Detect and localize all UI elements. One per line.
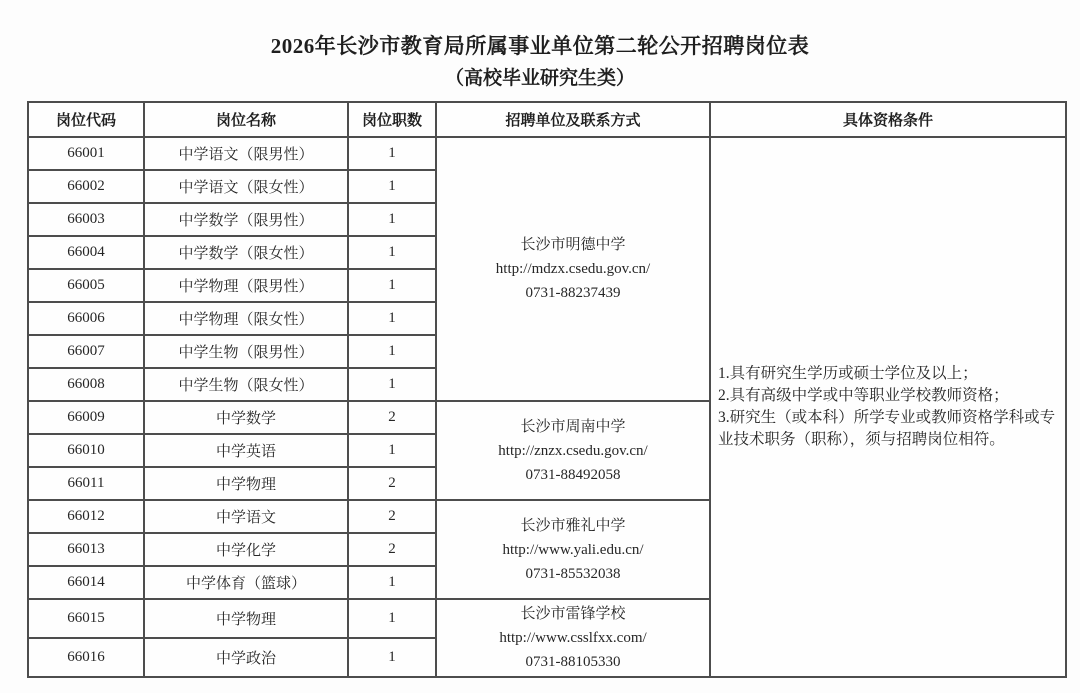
position-code-cell: 66010 — [28, 434, 144, 467]
qualifications-cell — [710, 137, 1066, 677]
document-page — [0, 30, 1080, 693]
position-code-cell: 66014 — [28, 566, 144, 599]
position-name-cell: 中学生物（限男性） — [144, 335, 348, 368]
position-name-cell: 中学生物（限女性） — [144, 368, 348, 401]
position-count-cell: 1 — [348, 638, 436, 677]
position-count-cell: 2 — [348, 533, 436, 566]
unit-phone: 0731-85532038 — [525, 565, 621, 582]
recruiting-unit-cell — [436, 599, 710, 677]
header-qualifications: 具体资格条件 — [710, 102, 1066, 137]
unit-url: http://mdzx.csedu.gov.cn/ — [495, 261, 651, 277]
unit-name: 长沙市周南中学 — [520, 418, 626, 435]
position-count-cell: 1 — [348, 236, 436, 269]
position-name-cell: 中学语文（限女性） — [144, 170, 348, 203]
position-name-cell: 中学体育（篮球） — [144, 566, 348, 599]
position-code-cell: 66008 — [28, 368, 144, 401]
position-name-cell: 中学化学 — [144, 533, 348, 566]
position-count-cell: 1 — [348, 566, 436, 599]
header-row — [28, 102, 1066, 137]
qualification-item: 3.研究生（或本科）所学专业或教师资格学科或专业技术职务（职称），须与招聘岗位相符。 — [718, 409, 1056, 448]
recruiting-unit-cell — [436, 137, 710, 401]
position-name-cell: 中学数学（限女性） — [144, 236, 348, 269]
position-code-cell: 66011 — [28, 467, 144, 500]
position-count-cell: 1 — [348, 302, 436, 335]
unit-url: http://znzx.csedu.gov.cn/ — [498, 442, 648, 459]
position-name-cell: 中学物理 — [144, 467, 348, 500]
position-code-cell: 66013 — [28, 533, 144, 566]
position-count-cell: 1 — [348, 203, 436, 236]
position-count-cell: 2 — [348, 500, 436, 533]
position-count-cell: 1 — [348, 368, 436, 401]
position-code-cell: 66004 — [28, 236, 144, 269]
position-count-cell: 1 — [348, 137, 436, 170]
unit-name: 长沙市明德中学 — [520, 237, 626, 253]
unit-phone: 0731-88105330 — [525, 654, 621, 670]
header-recruiting-unit: 招聘单位及联系方式 — [436, 102, 710, 137]
position-code-cell: 66003 — [28, 203, 144, 236]
position-code-cell: 66009 — [28, 401, 144, 434]
position-count-cell: 1 — [348, 170, 436, 203]
position-code-cell: 66005 — [28, 269, 144, 302]
position-code-cell: 66007 — [28, 335, 144, 368]
position-code-cell: 66006 — [28, 302, 144, 335]
position-name-cell: 中学英语 — [144, 434, 348, 467]
position-name-cell: 中学数学 — [144, 401, 348, 434]
unit-name: 长沙市雅礼中学 — [520, 517, 626, 534]
recruiting-unit-cell — [436, 401, 710, 500]
position-name-cell: 中学语文 — [144, 500, 348, 533]
document-title: 2026年长沙市教育局所属事业单位第二轮公开招聘岗位表 — [270, 34, 810, 58]
position-code-cell: 66012 — [28, 500, 144, 533]
position-count-cell: 2 — [348, 467, 436, 500]
positions-table — [27, 101, 1067, 678]
position-name-cell: 中学数学（限男性） — [144, 203, 348, 236]
unit-url: http://www.yali.edu.cn/ — [502, 541, 644, 558]
header-position-count: 岗位职数 — [348, 102, 436, 137]
qualification-item: 1.具有研究生学历或硕士学位及以上； — [718, 365, 978, 382]
position-count-cell: 1 — [348, 434, 436, 467]
position-name-cell: 中学政治 — [144, 638, 348, 677]
position-code-cell: 66015 — [28, 599, 144, 638]
qualification-item: 2.具有高级中学或中等职业学校教师资格； — [718, 387, 1009, 404]
position-code-cell: 66016 — [28, 638, 144, 677]
position-code-cell: 66001 — [28, 137, 144, 170]
unit-url: http://www.csslfxx.com/ — [499, 630, 647, 646]
position-name-cell: 中学物理（限女性） — [144, 302, 348, 335]
position-count-cell: 2 — [348, 401, 436, 434]
position-name-cell: 中学物理（限男性） — [144, 269, 348, 302]
position-count-cell: 1 — [348, 269, 436, 302]
header-position-code: 岗位代码 — [28, 102, 144, 137]
header-position-name: 岗位名称 — [144, 102, 348, 137]
position-code-cell: 66002 — [28, 170, 144, 203]
position-count-cell: 1 — [348, 599, 436, 638]
position-name-cell: 中学语文（限男性） — [144, 137, 348, 170]
unit-name: 长沙市雷锋学校 — [520, 606, 626, 622]
table-row — [28, 137, 1066, 170]
position-name-cell: 中学物理 — [144, 599, 348, 638]
recruiting-unit-cell — [436, 500, 710, 599]
unit-phone: 0731-88492058 — [525, 466, 621, 483]
position-count-cell: 1 — [348, 335, 436, 368]
unit-phone: 0731-88237439 — [525, 285, 621, 301]
document-subtitle: （高校毕业研究生类） — [444, 68, 635, 89]
